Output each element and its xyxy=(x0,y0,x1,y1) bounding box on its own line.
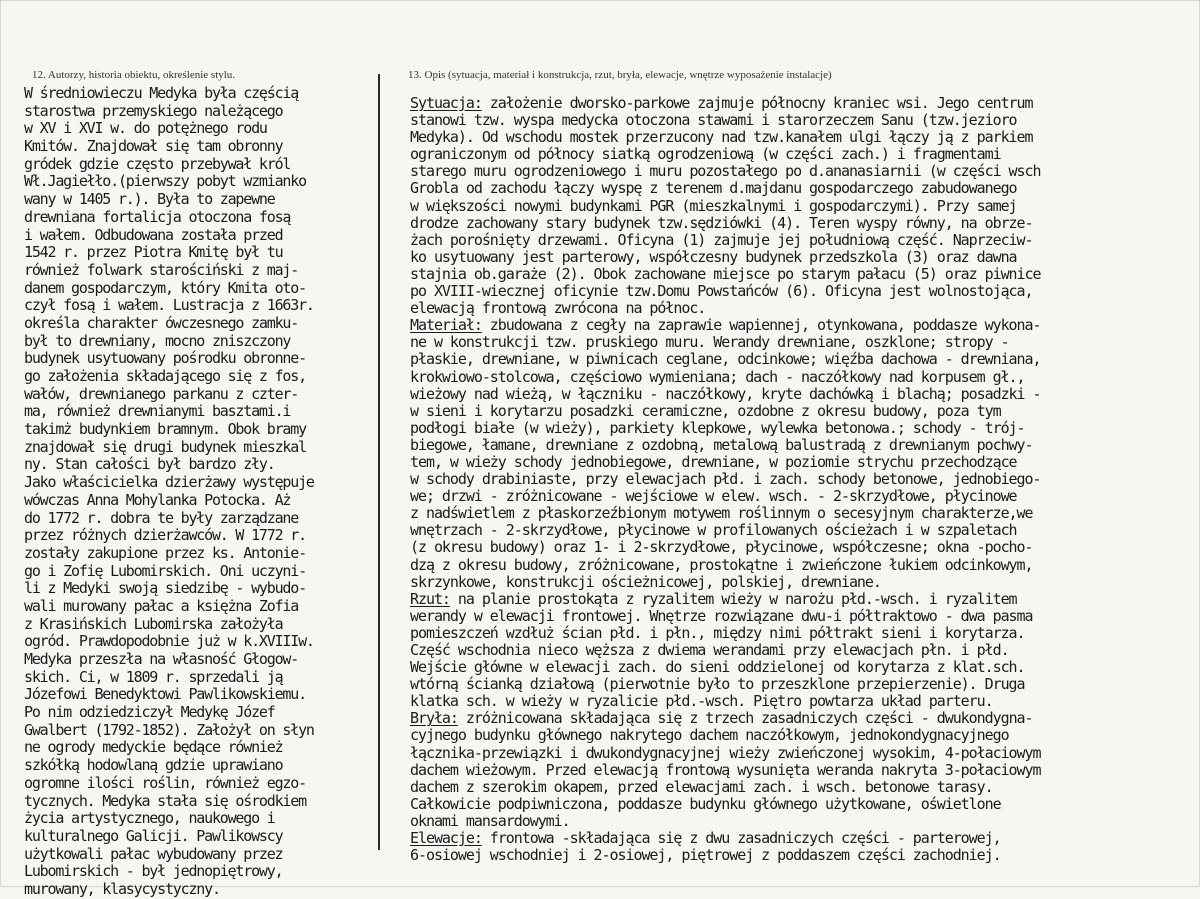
text-line: czył fosą i wałem. Lustracja z 1663r. xyxy=(24,296,314,315)
line-text: wnętrzach - 2-skrzydłowe, płycinowe w profilowanych ościeżach i w szpaletach xyxy=(410,521,1017,540)
line-text: Wejście główne w elewacji zach. do sieni oddzielonej od korytarza z klat.sch. xyxy=(410,658,1025,677)
text-line: przez różnych dzierżawców. W 1772 r. xyxy=(24,526,306,545)
text-line: danem gospodarczym, który Kmita oto- xyxy=(24,278,306,297)
text-line xyxy=(410,642,1190,659)
text-line xyxy=(410,215,1190,232)
line-text: biegowe, łamane, drewniane z ozdobną, metalową balustradą z drewnianym pochwy- xyxy=(410,435,1033,454)
text-line: użytkowali pałac wybudowany przez xyxy=(24,844,283,863)
line-text: starego muru ogrodzeniowego i muru pozostałego po d.ananasiarnii (w części wsch xyxy=(410,162,1041,181)
text-line xyxy=(410,300,1190,317)
text-line xyxy=(410,471,1190,488)
text-line: ogród. Prawdopodobnie już w k.XVIIIw. xyxy=(24,632,314,651)
text-line: takimż budynkiem bramnym. Obok bramy xyxy=(24,420,306,439)
text-line xyxy=(410,505,1190,522)
line-text: Część wschodnia nieco węższa z dwiema werandami przy elewacjach płn. i płd. xyxy=(410,641,1009,659)
text-line xyxy=(410,454,1190,471)
line-text: ko usytuowany jest parterowy, współczesny budynek przedszkola (3) oraz dawna xyxy=(410,247,1017,266)
text-line: również folwark starościński z maj- xyxy=(24,260,299,279)
text-line xyxy=(410,745,1190,762)
section-13-header: 13. Opis (sytuacja, materiał i konstrukcja, rzut, bryła, elewacje, wnętrze wyposażenie instalacje) xyxy=(408,69,832,81)
text-line: li z Medyki swoją siedzibę - wybudo- xyxy=(24,579,306,598)
text-line: Po nim odziedziczył Medykę Józef xyxy=(24,703,275,722)
text-line xyxy=(410,95,1190,112)
text-line: wówczas Anna Mohylanka Potocka. Aż xyxy=(24,490,291,509)
text-line: i wałem. Odbudowana została przed xyxy=(24,225,283,244)
line-text: drodze zachowany stary budynek tzw.sędziówki (4). Teren wyspy równy, na obrze- xyxy=(410,213,1033,232)
line-text: oknami mansardowymi. xyxy=(410,811,570,830)
section-heading: Materiał: xyxy=(410,316,482,335)
line-text: dzą z okresu budowy, zróżnicowane, prostokątne i zwieńczone łukiem odcinkowym, xyxy=(410,555,1033,574)
text-line xyxy=(410,129,1190,146)
line-text: zbudowana z cegły na zaprawie wapiennej, otynkowana, poddasze wykona- xyxy=(481,316,1041,335)
text-line xyxy=(410,420,1190,437)
line-text: w sieni i korytarzu posadzki ceramiczne, ozdobne z okresu budowy, poza tym xyxy=(410,401,1001,420)
text-line xyxy=(410,574,1190,591)
text-line: zostały zakupione przez ks. Antonie- xyxy=(24,543,306,562)
text-line: Kmitów. Znajdował się tam obronny xyxy=(24,137,283,156)
text-line: wałów, drewnianego parkanu z czter- xyxy=(24,384,299,403)
line-text: na planie prostokąta z ryzalitem wieży w narożu płd.-wsch. i ryzalitem xyxy=(449,589,1017,608)
text-line xyxy=(410,522,1190,539)
text-line xyxy=(410,796,1190,813)
line-text: zróżnicowana składająca się z trzech zasadniczych części - dwukondygna- xyxy=(457,709,1033,728)
text-line xyxy=(410,591,1190,608)
text-line: go i Zofię Lubomirskich. Oni uczyni- xyxy=(24,561,306,580)
text-line: Medyka przeszła na własność Głogow- xyxy=(24,650,299,668)
line-text: cyjnego budynku głównego nakrytego dachem naczółkowym, jednokondygnacyjnego xyxy=(410,726,1009,745)
line-text: klatka sch. w wieży w ryzalicie płd.-wsch. Piętro powtarza układ parteru. xyxy=(410,692,993,711)
text-line xyxy=(410,539,1190,556)
text-line xyxy=(410,847,1190,864)
line-text: ne w konstrukcji tzw. pruskiego muru. Werandy drewniane, oszklone; stropy - xyxy=(410,333,1009,352)
line-text: założenie dworsko-parkowe zajmuje północny kraniec wsi. Jego centrum xyxy=(481,94,1033,112)
text-line xyxy=(410,146,1190,163)
section-heading: Bryła: xyxy=(410,709,458,728)
text-line xyxy=(410,676,1190,693)
text-line xyxy=(410,232,1190,249)
section-heading: Elewacje: xyxy=(410,829,482,848)
text-line xyxy=(410,830,1190,847)
text-line xyxy=(410,762,1190,779)
text-line: W średniowieczu Medyka była częścią xyxy=(24,84,299,102)
line-text: Całkowicie podpiwniczona, poddasze budynku głównego użytkowane, oświetlone xyxy=(410,794,1001,813)
text-line: szkółką hodowlaną gdzie uprawiano xyxy=(24,756,283,775)
text-line xyxy=(410,813,1190,830)
text-line: wali murowany pałac a księżna Zofia xyxy=(24,596,299,615)
line-text: stajnia ob.garaże (2). Obok zachowane miejsce po starym pałacu (5) oraz piwnice xyxy=(410,264,1041,283)
text-line xyxy=(410,266,1190,283)
text-line xyxy=(410,180,1190,197)
text-line: do 1772 r. dobra te były zarządzane xyxy=(24,508,299,527)
line-text: tem, w wieży schody jednobiegowe, drewniane, w poziomie strychu przechodzące xyxy=(410,452,1017,471)
line-text: płaskie, drewniane, w piwnicach ceglane, odcinkowe; więźba dachowa - drewniana, xyxy=(410,350,1041,369)
text-line xyxy=(410,283,1190,300)
line-text: Medyka). Od wschodu mostek przerzucony nad tzw.kanałem ulgi łączy ją z parkiem xyxy=(410,128,1033,147)
text-line: był to drewniany, mocno zniszczony xyxy=(24,331,291,350)
line-text: żach porośnięty drzewami. Oficyna (1) zajmuje jej południową część. Naprzeciw- xyxy=(410,230,1033,249)
text-line xyxy=(410,249,1190,266)
text-line xyxy=(410,557,1190,574)
section-heading: Sytuacja: xyxy=(410,94,482,112)
text-line xyxy=(410,727,1190,744)
line-text: stanowi tzw. wyspa medycka otoczona stawami i starorzeczem Sanu (tzw.jezioro xyxy=(410,111,1017,130)
text-line: drewniana fortalicja otoczona fosą xyxy=(24,207,291,226)
line-text: we; drzwi - zróżnicowane - wejściowe w elew. wsch. - 2-skrzydłowe, płycinowe xyxy=(410,487,1017,506)
text-line xyxy=(410,608,1190,625)
line-text: pomieszczeń wzdłuż ścian płd. i płn., między nimi półtrakt sieni i korytarza. xyxy=(410,623,1025,642)
text-line xyxy=(410,625,1190,642)
line-text: 6-osiowej wschodniej i 2-osiowej, piętrowej z poddaszem części zachodniej. xyxy=(410,846,1001,865)
text-line xyxy=(410,488,1190,505)
text-line: Jako właścicielka dzierżawy występuje xyxy=(24,473,314,492)
line-text: krokwiowo-stolcowa, częściowo wymieniana; dach - naczółkowy nad korpusem gł., xyxy=(410,367,1025,386)
line-text: łącznika-przewiązki i dwukondygnacyjnej wieży zwieńczonej wysokim, 4-połaciowym xyxy=(410,743,1041,762)
section-heading: Rzut: xyxy=(410,589,450,608)
line-text: dachem wieżowym. Przed elewacją frontową wysunięta weranda nakryta 3-połaciowym xyxy=(410,760,1041,779)
text-line xyxy=(410,403,1190,420)
text-line: starostwa przemyskiego należącego xyxy=(24,101,283,120)
text-line: w XV i XVI w. do potężnego rodu xyxy=(24,119,267,138)
text-line: ogromne ilości roślin, również egzo- xyxy=(24,773,306,792)
text-line: kulturalnego Galicji. Pawlikowscy xyxy=(24,826,283,845)
line-text: z nadświetlem z płaskorzeźbionym motywem roślinnym o secesyjnym charakterze,we xyxy=(410,504,1033,523)
column-divider xyxy=(378,74,380,850)
text-line xyxy=(410,693,1190,710)
line-text: ograniczonym od północy siatką ogrodzeniową (w części zach.) i fragmentami xyxy=(410,145,1001,164)
text-line: określa charakter ówczesnego zamku- xyxy=(24,313,299,332)
text-line xyxy=(410,334,1190,351)
text-line: Wł.Jagiełło.(pierwszy pobyt wzmianko xyxy=(24,172,306,191)
text-line xyxy=(410,659,1190,676)
text-line: Józefowi Benedyktowi Pawlikowskiemu. xyxy=(24,685,306,704)
text-line xyxy=(410,369,1190,386)
text-line xyxy=(410,386,1190,403)
text-line: skich. Ci, w 1809 r. sprzedali ją xyxy=(24,667,283,686)
text-line: ny. Stan całości był bardzo zły. xyxy=(24,455,275,474)
line-text: po XVIII-wiecznej oficynie tzw.Domu Powstańców (6). Oficyna jest wolnostojąca, xyxy=(410,282,1033,301)
text-line: ma, również drewnianymi basztami.i xyxy=(24,402,291,421)
text-line: go założenia składającego się z fos, xyxy=(24,367,306,385)
description-text-column xyxy=(410,95,1190,864)
text-line: życia artystycznego, naukowego i xyxy=(24,809,275,828)
line-text: wieżowy nad wieżą, w łączniku - naczółkowy, kryte dachówką i blachą; posadzki - xyxy=(410,384,1041,403)
line-text: frontowa -składająca się z dwu zasadniczych części - parterowej, xyxy=(481,829,1001,848)
text-line: ne ogrody medyckie będące również xyxy=(24,738,283,757)
text-line xyxy=(410,437,1190,454)
line-text: wtórną ścianką działową (pierwotnie było to przeszklone przepierzenie). Druga xyxy=(410,675,1025,694)
line-text: podłogi białe (w wieży), parkiety klepkowe, wylewka betonowa.; schody - trój- xyxy=(410,418,1025,437)
text-line: budynek usytuowany pośrodku obronne- xyxy=(24,349,306,368)
line-text: Grobla od zachodu łączy wyspę z terenem d.majdanu gospodarczego zabudowanego xyxy=(410,179,1017,198)
section-12-header: 12. Autorzy, historia obiektu, określenie stylu. xyxy=(32,69,236,81)
text-line xyxy=(410,198,1190,215)
line-text: (z okresu budowy) oraz 1- i 2-skrzydłowe, płycinowe, współczesne; okna -pocho- xyxy=(410,538,1033,557)
text-line xyxy=(410,317,1190,334)
history-text-column xyxy=(24,85,376,899)
text-line xyxy=(410,710,1190,727)
text-line xyxy=(410,163,1190,180)
text-line: murowany, klasycystyczny. xyxy=(24,879,220,898)
text-line: wany w 1405 r.). Była to zapewne xyxy=(24,190,275,209)
text-line: 1542 r. przez Piotra Kmitę był tu xyxy=(24,243,283,262)
text-line: Lubomirskich - był jednopiętrowy, xyxy=(24,862,283,881)
line-text: werandy w elewacji frontowej. Wnętrze rozwiązane dwu-i półtraktowo - dwa pasma xyxy=(410,606,1033,625)
line-text: elewacją frontową zwrócona na północ. xyxy=(410,299,706,318)
line-text: w większości nowymi budynkami PGR (mieszkalnymi i gospodarczymi). Przy samej xyxy=(410,196,1017,215)
text-line: Gwalbert (1792-1852). Założył on słyn xyxy=(24,720,314,739)
text-line xyxy=(410,112,1190,129)
text-line: znajdował się drugi budynek mieszkal xyxy=(24,437,306,456)
text-line xyxy=(410,779,1190,796)
text-line: tycznych. Medyka stała się ośrodkiem xyxy=(24,791,306,810)
line-text: skrzynkowe, konstrukcji ościeżnicowej, polskiej, drewniane. xyxy=(410,572,881,591)
text-line: gródek gdzie często przebywał król xyxy=(24,154,291,173)
text-line xyxy=(410,351,1190,368)
line-text: w schody drabiniaste, przy elewacjach płd. i zach. schody betonowe, jednobiego- xyxy=(410,470,1041,489)
line-text: dachem z szerokim okapem, przed elewacjami zach. i wsch. betonowe tarasy. xyxy=(410,777,993,796)
text-line: z Krasińskich Lubomirska założyła xyxy=(24,614,283,633)
